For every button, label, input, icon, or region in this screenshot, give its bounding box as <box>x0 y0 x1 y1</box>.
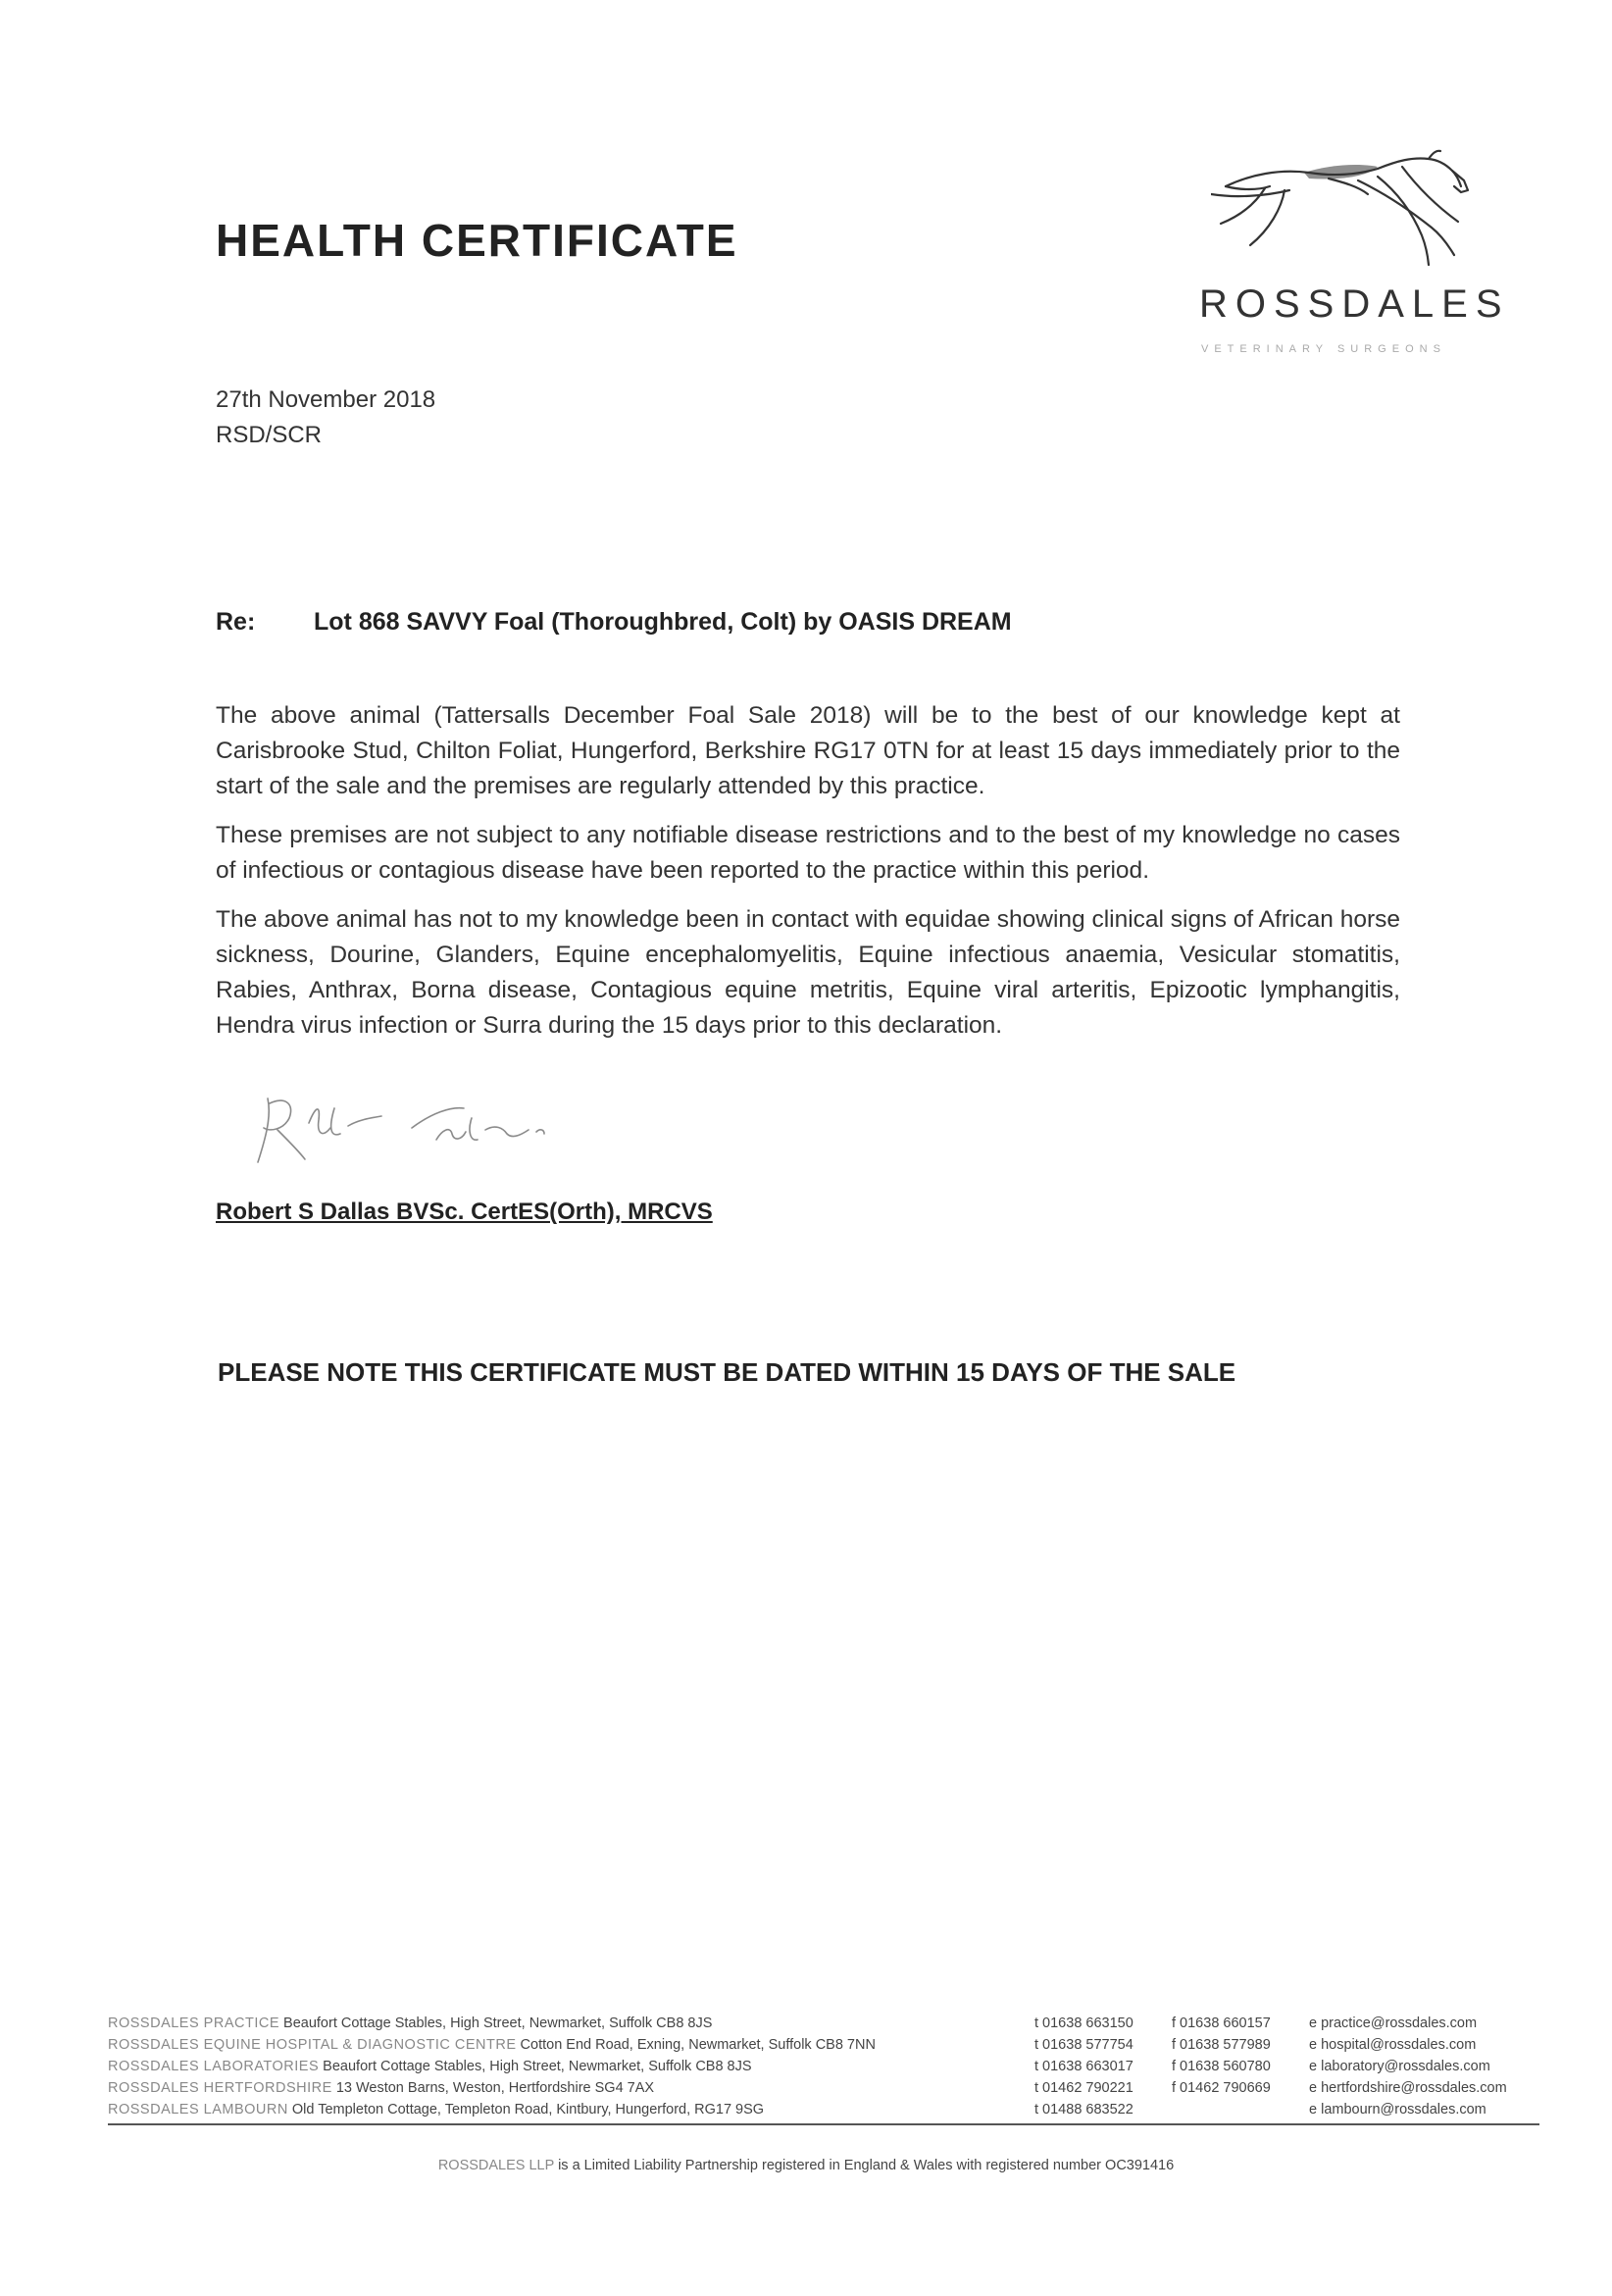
footer-contacts <box>108 2013 1539 2120</box>
footer-address: Old Templeton Cottage, Templeton Road, Kintbury, Hungerford, RG17 9SG <box>291 2102 765 2117</box>
footer-address: 13 Weston Barns, Weston, Hertfordshire SG4 7AX <box>335 2080 655 2096</box>
footer-phone: t 01638 663150 <box>1034 2015 1133 2031</box>
letter-date: 27th November 2018 <box>216 386 436 413</box>
footer-row <box>108 2077 1539 2099</box>
footer-row <box>108 2056 1539 2077</box>
body-paragraph: The above animal has not to my knowledge been in contact with equidae showing clinical signs of African horse sickness, Dourine, Glanders, Equine encephalomyelitis, Equine infectious anaemia, Vesicular stomatitis, Rabies, Anthrax, Borna disease, Contagious equine metritis, Equine viral arteritis, Epizootic lymphangitis, Hendra virus infection or Surra during the 15 days prior to this declaration. <box>216 906 1401 1039</box>
legal-notice <box>0 2158 1612 2173</box>
date-notice: PLEASE NOTE THIS CERTIFICATE MUST BE DATED WITHIN 15 DAYS OF THE SALE <box>218 1357 1236 1387</box>
footer-phone: t 01638 663017 <box>1034 2059 1133 2074</box>
handwritten-signature <box>250 1069 583 1177</box>
page-title: HEALTH CERTIFICATE <box>216 215 738 266</box>
footer-row <box>108 2013 1539 2034</box>
footer-fax: f 01462 790669 <box>1172 2080 1271 2096</box>
footer-phone: t 01462 790221 <box>1034 2080 1133 2096</box>
footer-address: Beaufort Cottage Stables, High Street, Newmarket, Suffolk CB8 8JS <box>323 2059 752 2074</box>
subject-label: Re: <box>216 608 256 636</box>
subject-text: Lot 868 SAVVY Foal (Thoroughbred, Colt) by OASIS DREAM <box>314 608 1012 636</box>
legal-firm: ROSSDALES LLP <box>437 2158 555 2173</box>
body-paragraph: The above animal (Tattersalls December Foal Sale 2018) will be to the best of our knowledge kept at Carisbrooke Stud, Chilton Foliat, Hungerford, Berkshire RG17 0TN for at least 15 days immediately prior to the start of the sale and the premises are regularly attended by this practice. <box>216 702 1400 799</box>
logo-subtitle: VETERINARY SURGEONS <box>1201 343 1446 355</box>
galloping-horse-icon <box>1211 147 1476 275</box>
footer-fax: f 01638 660157 <box>1172 2015 1271 2031</box>
signatory-name: Robert S Dallas BVSc. CertES(Orth), MRCVS <box>216 1199 713 1225</box>
footer-address: Cotton End Road, Exning, Newmarket, Suffolk CB8 7NN <box>520 2037 876 2053</box>
subject-line <box>216 608 1012 637</box>
footer-firm: ROSSDALES HERTFORDSHIRE <box>108 2080 332 2096</box>
footer-fax: f 01638 577989 <box>1172 2037 1271 2053</box>
footer-firm: ROSSDALES LABORATORIES <box>108 2059 320 2074</box>
footer-phone: t 01488 683522 <box>1034 2102 1133 2117</box>
footer-email[interactable]: e lambourn@rossdales.com <box>1309 2102 1486 2117</box>
footer-firm: ROSSDALES PRACTICE <box>108 2015 279 2031</box>
footer-email[interactable]: e hospital@rossdales.com <box>1309 2037 1477 2053</box>
rossdales-logo <box>1182 147 1510 373</box>
footer-firm: ROSSDALES LAMBOURN <box>108 2102 288 2117</box>
body-paragraph: These premises are not subject to any notifiable disease restrictions and to the best of my knowledge no cases of infectious or contagious disease have been reported to the practice within this period. <box>216 822 1400 884</box>
footer-divider <box>108 2123 1539 2125</box>
letter-meta <box>216 383 435 453</box>
footer-email[interactable]: e hertfordshire@rossdales.com <box>1309 2080 1507 2096</box>
footer-firm: ROSSDALES EQUINE HOSPITAL & DIAGNOSTIC CENTRE <box>108 2037 517 2053</box>
logo-wordmark: ROSSDALES <box>1199 282 1510 326</box>
footer-address: Beaufort Cottage Stables, High Street, Newmarket, Suffolk CB8 8JS <box>283 2015 713 2031</box>
footer-row <box>108 2099 1539 2120</box>
footer-fax: f 01638 560780 <box>1172 2059 1271 2074</box>
letter-reference: RSD/SCR <box>216 422 323 448</box>
footer-fax <box>1172 2099 1309 2120</box>
footer-email[interactable]: e laboratory@rossdales.com <box>1309 2059 1490 2074</box>
footer-phone: t 01638 577754 <box>1034 2037 1133 2053</box>
certificate-body <box>216 698 1400 1057</box>
legal-text: is a Limited Liability Partnership registered in England & Wales with registered number OC391416 <box>558 2158 1175 2173</box>
footer-row <box>108 2034 1539 2056</box>
footer-email[interactable]: e practice@rossdales.com <box>1309 2015 1478 2031</box>
